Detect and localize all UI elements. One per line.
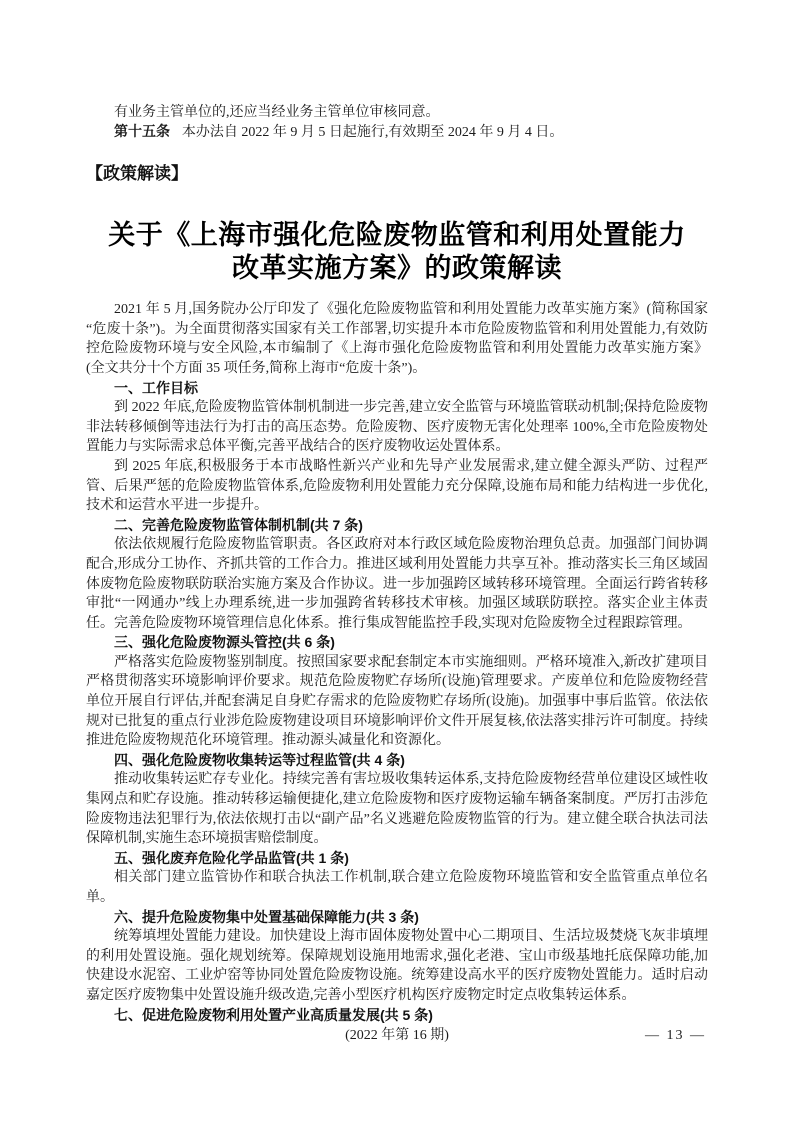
prelude-paragraph: 有业务主管单位的,还应当经业务主管单位审核同意。 [114, 105, 440, 120]
section-heading-3: 三、强化危险废物源头管控(共 6 条) [114, 634, 335, 651]
section-paragraph: 统筹填埋处置能力建设。加快建设上海市固体废物处置中心二期项目、生活垃圾焚烧飞灰非填埋的利用处置设施。强化规划统筹。保障规划设施用地需求,强化老港、宝山市级基地托底保障功能,加快建设水泥窑、工业炉窑等协同处置危险废物设施。统筹建设高水平的医疗废物处置能力。适时启动嘉定医疗废物集中处置设施升级改造,完善小型医疗机构医疗废物定时定点收集转运体系。 [86, 929, 708, 1003]
section-discarded-chemicals [86, 849, 708, 908]
section-heading-2: 二、完善危险废物监管体制机制(共 7 条) [114, 516, 363, 533]
section-paragraph: 到 2025 年底,积极服务于本市战略性新兴产业和先导产业发展需求,建立健全源头严防、过程严管、后果严惩的危险废物监管体系,危险废物利用处置能力充分保障,设施布局和能力结构进一步优化,技术和运营水平进一步提升。 [86, 458, 708, 514]
document-title-line-1: 关于《上海市强化危险废物监管和利用处置能力 [108, 220, 686, 251]
article-text: 本办法自 2022 年 9 月 5 日起施行,有效期至 2024 年 9 月 4 日。 [181, 124, 564, 140]
intro-paragraph: 2021 年 5 月,国务院办公厅印发了《强化危险废物监管和利用处置能力改革实施方案》(简称国家“危废十条”)。为全面贯彻落实国家有关工作部署,切实提升本市危险废物监管和利用处置能力,有效防控危险废物环境与安全风险,本市编制了《上海市强化危险废物监管和利用处置能力改革实施方案》(全文共分十个方面 35 项任务,简称上海市“危废十条”)。 [86, 302, 708, 376]
section-paragraph: 依法依规履行危险废物监管职责。各区政府对本行政区域危险废物治理负总责。加强部门间协调配合,形成分工协作、齐抓共管的工作合力。推进区域利用处置能力共享互补。推动落实长三角区域固体废物危险废物联防联治实施方案及合作协议。进一步加强跨区域转移环境管理。全面运行跨省转移审批“一网通办”线上办理系统,进一步加强跨省转移技术审核。加强区域联防联控。落实企业主体责任。完善危险废物环境管理信息化体系。推行集成智能监控手段,实现对危险废物全过程跟踪管理。 [86, 537, 708, 631]
section-regulatory-mechanism [86, 516, 708, 634]
section-heading-1: 一、工作目标 [114, 379, 198, 396]
page-number: — 13 — [645, 1028, 706, 1043]
document-title [86, 219, 708, 285]
section-paragraph: 推动收集转运贮存专业化。持续完善有害垃圾收集转运体系,支持危险废物经营单位建设区域性收集网点和贮存设施。推动转移运输便捷化,建立危险废物和医疗废物运输车辆备案制度。严厉打击涉危险废物违法犯罪行为,依法依规打击以“副产品”名义逃避危险废物监管的行为。建立健全联合执法司法保障机制,实施生态环境损害赔偿制度。 [86, 772, 708, 847]
section-work-goals [86, 379, 708, 516]
section-collection-transfer [86, 751, 708, 849]
issue-label: (2022 年第 16 期) [345, 1028, 449, 1043]
section-paragraph: 严格落实危险废物鉴别制度。按照国家要求配套制定本市实施细则。严格环境准入,新改扩建项目严格贯彻落实环境影响评价要求。规范危险废物贮存场所(设施)管理要求。产废单位和危险废物经营单位开展自行评估,并配套满足自身贮存需求的危险废物贮存场所(设施)。加强事中事后监管。依法依规对已批复的重点行业涉危险废物建设项目环境影响评价文件开展复核,依法落实排污许可制度。持续推进危险废物规范化环境管理。推动源头减量化和资源化。 [86, 654, 708, 749]
section-paragraph: 相关部门建立监管协作和联合执法工作机制,联合建立危险废物环境监管和安全监管重点单位名单。 [86, 870, 708, 905]
policy-interpretation-banner: 【政策解读】 [86, 164, 188, 184]
page-content [86, 0, 708, 1122]
section-heading-4: 四、强化危险废物收集转运等过程监管(共 4 条) [114, 751, 405, 768]
article-number: 第十五条 [114, 124, 170, 140]
section-source-control [86, 633, 708, 751]
section-heading-7: 七、促进危险废物利用处置产业高质量发展(共 5 条) [114, 1006, 433, 1023]
section-heading-6: 六、提升危险废物集中处置基础保障能力(共 3 条) [114, 908, 419, 925]
document-title-line-2: 改革实施方案》的政策解读 [232, 253, 562, 284]
article-15-paragraph [86, 123, 708, 143]
section-heading-5: 五、强化废弃危险化学品监管(共 1 条) [114, 849, 349, 866]
section-centralized-disposal [86, 908, 708, 1006]
section-paragraph: 到 2022 年底,危险废物监管体制机制进一步完善,建立安全监管与环境监管联动机制;保持危险废物非法转移倾倒等违法行为打击的高压态势。危险废物、医疗废物无害化处理率 100%,全市危险废物处置能力与实际需求总体平衡,完善平战结合的医疗废物收运处置体系。 [86, 400, 708, 455]
section-industry-development [86, 1006, 708, 1026]
page-footer [86, 1026, 708, 1048]
